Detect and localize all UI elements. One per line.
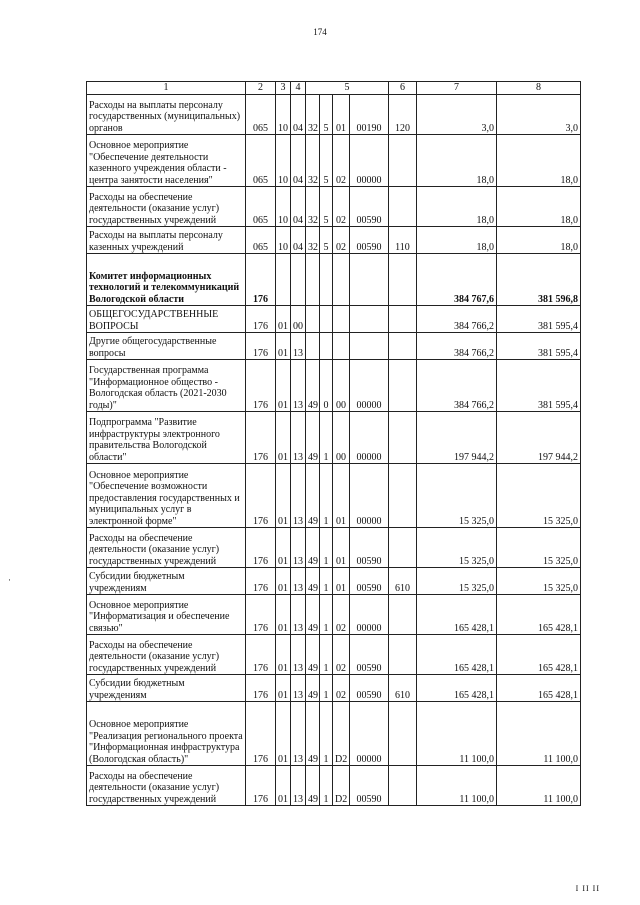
row-target-direction: 00590: [350, 227, 389, 254]
row-amount-year1: 15 325,0: [417, 464, 497, 528]
row-target-subprogram: 1: [320, 528, 333, 568]
row-code-section: 10: [276, 135, 291, 187]
row-target-direction: 00000: [350, 412, 389, 464]
row-amount-year2: 18,0: [497, 227, 581, 254]
row-code-section: 01: [276, 635, 291, 675]
row-amount-year2: 18,0: [497, 187, 581, 227]
row-expense-type: [389, 595, 417, 635]
row-expense-type: [389, 702, 417, 766]
table-row: [87, 412, 581, 464]
table-row: [87, 187, 581, 227]
row-code-subsection: 13: [291, 333, 306, 360]
row-target-direction: 00000: [350, 360, 389, 412]
row-amount-year2: 15 325,0: [497, 528, 581, 568]
row-code-ministry: 176: [246, 464, 276, 528]
header-col-5: 5: [306, 82, 389, 95]
margin-dot: ·: [8, 575, 11, 585]
header-col-1: 1: [87, 82, 246, 95]
row-amount-year2: 3,0: [497, 95, 581, 135]
row-code-subsection: 04: [291, 95, 306, 135]
row-description: Основное мероприятие "Обеспечение деятельности казенного учреждения области - центра занятости населения": [87, 135, 246, 187]
row-code-subsection: 04: [291, 187, 306, 227]
row-expense-type: 120: [389, 95, 417, 135]
row-code-subsection: [291, 254, 306, 306]
row-code-section: 10: [276, 187, 291, 227]
row-target-direction: 00000: [350, 135, 389, 187]
row-target-program: 49: [306, 675, 320, 702]
row-expense-type: [389, 528, 417, 568]
row-code-ministry: 176: [246, 568, 276, 595]
row-target-subprogram: 1: [320, 635, 333, 675]
row-amount-year2: 197 944,2: [497, 412, 581, 464]
row-amount-year2: 381 595,4: [497, 306, 581, 333]
row-amount-year1: 165 428,1: [417, 635, 497, 675]
row-target-activity: 00: [333, 360, 350, 412]
row-amount-year2: 165 428,1: [497, 635, 581, 675]
row-code-subsection: 04: [291, 227, 306, 254]
row-target-activity: D2: [333, 702, 350, 766]
row-code-subsection: 13: [291, 635, 306, 675]
row-target-program: [306, 306, 320, 333]
row-code-ministry: 176: [246, 254, 276, 306]
header-col-2: 2: [246, 82, 276, 95]
row-description: Подпрограмма "Развитие инфраструктуры электронного правительства Вологодской области": [87, 412, 246, 464]
row-expense-type: 610: [389, 675, 417, 702]
row-expense-type: [389, 254, 417, 306]
row-target-subprogram: 1: [320, 464, 333, 528]
row-target-subprogram: [320, 254, 333, 306]
row-target-activity: 02: [333, 227, 350, 254]
row-target-program: 49: [306, 412, 320, 464]
row-code-section: 01: [276, 568, 291, 595]
row-code-ministry: 065: [246, 135, 276, 187]
row-code-section: 01: [276, 766, 291, 806]
row-target-direction: 00590: [350, 766, 389, 806]
row-amount-year2: 15 325,0: [497, 568, 581, 595]
row-code-subsection: 13: [291, 595, 306, 635]
row-target-subprogram: 1: [320, 568, 333, 595]
row-code-section: 01: [276, 464, 291, 528]
row-amount-year2: 381 595,4: [497, 333, 581, 360]
row-target-direction: [350, 306, 389, 333]
row-target-activity: [333, 306, 350, 333]
row-amount-year1: 384 766,2: [417, 306, 497, 333]
row-amount-year2: 381 595,4: [497, 360, 581, 412]
row-code-section: 01: [276, 333, 291, 360]
row-target-activity: 01: [333, 464, 350, 528]
row-amount-year2: 381 596,8: [497, 254, 581, 306]
row-description: Субсидии бюджетным учреждениям: [87, 568, 246, 595]
row-expense-type: [389, 412, 417, 464]
row-target-activity: 02: [333, 635, 350, 675]
row-description: Расходы на выплаты персоналу казенных учреждений: [87, 227, 246, 254]
row-target-program: 32: [306, 135, 320, 187]
row-description: Другие общегосударственные вопросы: [87, 333, 246, 360]
header-col-3: 3: [276, 82, 291, 95]
row-amount-year2: 165 428,1: [497, 675, 581, 702]
row-target-program: 49: [306, 528, 320, 568]
row-expense-type: [389, 306, 417, 333]
row-expense-type: [389, 635, 417, 675]
table-row: [87, 254, 581, 306]
row-code-ministry: 176: [246, 702, 276, 766]
table-row: [87, 360, 581, 412]
row-target-subprogram: 1: [320, 675, 333, 702]
corner-mark: I II II: [575, 884, 600, 893]
row-description: ОБЩЕГОСУДАРСТВЕННЫЕ ВОПРОСЫ: [87, 306, 246, 333]
row-amount-year1: 3,0: [417, 95, 497, 135]
row-amount-year1: 18,0: [417, 187, 497, 227]
table-row: [87, 528, 581, 568]
row-description: Расходы на обеспечение деятельности (оказание услуг) государственных учреждений: [87, 187, 246, 227]
row-target-activity: [333, 254, 350, 306]
row-target-direction: 00590: [350, 675, 389, 702]
row-target-direction: 00000: [350, 464, 389, 528]
row-target-activity: 00: [333, 412, 350, 464]
row-code-section: 01: [276, 528, 291, 568]
row-code-ministry: 176: [246, 360, 276, 412]
row-target-program: 49: [306, 464, 320, 528]
row-amount-year2: 11 100,0: [497, 702, 581, 766]
row-target-activity: 02: [333, 135, 350, 187]
row-target-activity: 02: [333, 675, 350, 702]
row-target-subprogram: 0: [320, 360, 333, 412]
row-expense-type: [389, 135, 417, 187]
row-target-direction: 00590: [350, 187, 389, 227]
table-row: [87, 95, 581, 135]
row-code-ministry: 065: [246, 227, 276, 254]
row-expense-type: [389, 333, 417, 360]
row-description: Комитет информационных технологий и телекоммуникаций Вологодской области: [87, 254, 246, 306]
row-code-ministry: 176: [246, 333, 276, 360]
table-row: [87, 464, 581, 528]
header-col-4: 4: [291, 82, 306, 95]
table-row: [87, 306, 581, 333]
row-code-subsection: 13: [291, 766, 306, 806]
row-target-direction: [350, 333, 389, 360]
row-expense-type: [389, 187, 417, 227]
row-code-section: [276, 254, 291, 306]
table-row: [87, 635, 581, 675]
row-amount-year1: 15 325,0: [417, 528, 497, 568]
header-col-6: 6: [389, 82, 417, 95]
row-code-subsection: 13: [291, 464, 306, 528]
row-description: Основное мероприятие "Информатизация и обеспечение связью": [87, 595, 246, 635]
row-code-subsection: 13: [291, 675, 306, 702]
row-code-section: 01: [276, 306, 291, 333]
row-expense-type: 110: [389, 227, 417, 254]
row-description: Расходы на обеспечение деятельности (оказание услуг) государственных учреждений: [87, 528, 246, 568]
row-target-subprogram: 1: [320, 702, 333, 766]
row-code-subsection: 00: [291, 306, 306, 333]
row-target-subprogram: 5: [320, 135, 333, 187]
row-code-subsection: 13: [291, 568, 306, 595]
row-code-subsection: 13: [291, 360, 306, 412]
row-target-program: 49: [306, 766, 320, 806]
page-number: 174: [313, 27, 327, 37]
row-code-ministry: 176: [246, 595, 276, 635]
table-row: [87, 333, 581, 360]
row-target-program: 32: [306, 187, 320, 227]
row-target-program: 49: [306, 595, 320, 635]
row-target-activity: D2: [333, 766, 350, 806]
row-target-subprogram: [320, 333, 333, 360]
row-code-subsection: 13: [291, 528, 306, 568]
table-row: [87, 135, 581, 187]
row-code-section: 10: [276, 227, 291, 254]
row-target-direction: 00000: [350, 595, 389, 635]
row-amount-year1: 197 944,2: [417, 412, 497, 464]
row-code-ministry: 176: [246, 528, 276, 568]
row-target-activity: 01: [333, 568, 350, 595]
table-row: [87, 675, 581, 702]
row-target-program: 32: [306, 95, 320, 135]
row-target-program: [306, 333, 320, 360]
row-target-subprogram: 1: [320, 595, 333, 635]
row-target-subprogram: 1: [320, 412, 333, 464]
row-target-program: 49: [306, 635, 320, 675]
row-target-program: [306, 254, 320, 306]
row-expense-type: [389, 766, 417, 806]
row-target-program: 49: [306, 360, 320, 412]
row-amount-year1: 384 767,6: [417, 254, 497, 306]
budget-table: [86, 81, 581, 806]
header-col-8: 8: [497, 82, 581, 95]
row-code-subsection: 04: [291, 135, 306, 187]
row-target-direction: 00590: [350, 568, 389, 595]
row-description: Расходы на выплаты персоналу государственных (муниципальных) органов: [87, 95, 246, 135]
row-target-subprogram: [320, 306, 333, 333]
row-target-activity: 01: [333, 95, 350, 135]
row-expense-type: [389, 464, 417, 528]
row-expense-type: 610: [389, 568, 417, 595]
row-code-section: 01: [276, 702, 291, 766]
row-code-ministry: 176: [246, 675, 276, 702]
row-code-ministry: 176: [246, 412, 276, 464]
row-description: Расходы на обеспечение деятельности (оказание услуг) государственных учреждений: [87, 766, 246, 806]
row-target-subprogram: 5: [320, 187, 333, 227]
row-target-direction: 00000: [350, 702, 389, 766]
row-amount-year2: 15 325,0: [497, 464, 581, 528]
row-expense-type: [389, 360, 417, 412]
row-description: Субсидии бюджетным учреждениям: [87, 675, 246, 702]
row-amount-year1: 384 766,2: [417, 333, 497, 360]
row-amount-year1: 18,0: [417, 227, 497, 254]
row-target-program: 49: [306, 702, 320, 766]
row-amount-year1: 15 325,0: [417, 568, 497, 595]
header-col-7: 7: [417, 82, 497, 95]
row-amount-year1: 11 100,0: [417, 702, 497, 766]
row-target-program: 49: [306, 568, 320, 595]
row-description: Государственная программа "Информационное общество - Вологодская область (2021-2030 годы)": [87, 360, 246, 412]
table-row: [87, 568, 581, 595]
row-amount-year1: 165 428,1: [417, 595, 497, 635]
row-amount-year1: 384 766,2: [417, 360, 497, 412]
row-code-section: 01: [276, 675, 291, 702]
table-header-row: [87, 82, 581, 95]
row-target-activity: [333, 333, 350, 360]
row-code-section: 01: [276, 360, 291, 412]
row-description: Основное мероприятие "Обеспечение возможности предоставления государственных и муниципальных услуг в электронной форме": [87, 464, 246, 528]
row-target-activity: 02: [333, 187, 350, 227]
row-amount-year2: 11 100,0: [497, 766, 581, 806]
row-target-direction: 00590: [350, 528, 389, 568]
row-code-ministry: 176: [246, 306, 276, 333]
row-code-ministry: 176: [246, 766, 276, 806]
row-description: Основное мероприятие "Реализация регионального проекта "Информационная инфраструктура (Вологодская область)": [87, 702, 246, 766]
row-code-subsection: 13: [291, 702, 306, 766]
row-amount-year1: 11 100,0: [417, 766, 497, 806]
row-target-subprogram: 1: [320, 766, 333, 806]
row-code-section: 01: [276, 595, 291, 635]
row-target-direction: 00590: [350, 635, 389, 675]
row-target-subprogram: 5: [320, 227, 333, 254]
table-row: [87, 227, 581, 254]
row-description: Расходы на обеспечение деятельности (оказание услуг) государственных учреждений: [87, 635, 246, 675]
table-row: [87, 595, 581, 635]
row-code-section: 10: [276, 95, 291, 135]
row-amount-year2: 165 428,1: [497, 595, 581, 635]
row-code-subsection: 13: [291, 412, 306, 464]
row-code-ministry: 065: [246, 95, 276, 135]
row-target-direction: [350, 254, 389, 306]
row-code-ministry: 176: [246, 635, 276, 675]
row-amount-year2: 18,0: [497, 135, 581, 187]
table-row: [87, 766, 581, 806]
row-amount-year1: 165 428,1: [417, 675, 497, 702]
row-target-activity: 02: [333, 595, 350, 635]
row-amount-year1: 18,0: [417, 135, 497, 187]
row-target-direction: 00190: [350, 95, 389, 135]
row-target-program: 32: [306, 227, 320, 254]
row-code-ministry: 065: [246, 187, 276, 227]
row-target-activity: 01: [333, 528, 350, 568]
row-code-section: 01: [276, 412, 291, 464]
table-row: [87, 702, 581, 766]
row-target-subprogram: 5: [320, 95, 333, 135]
